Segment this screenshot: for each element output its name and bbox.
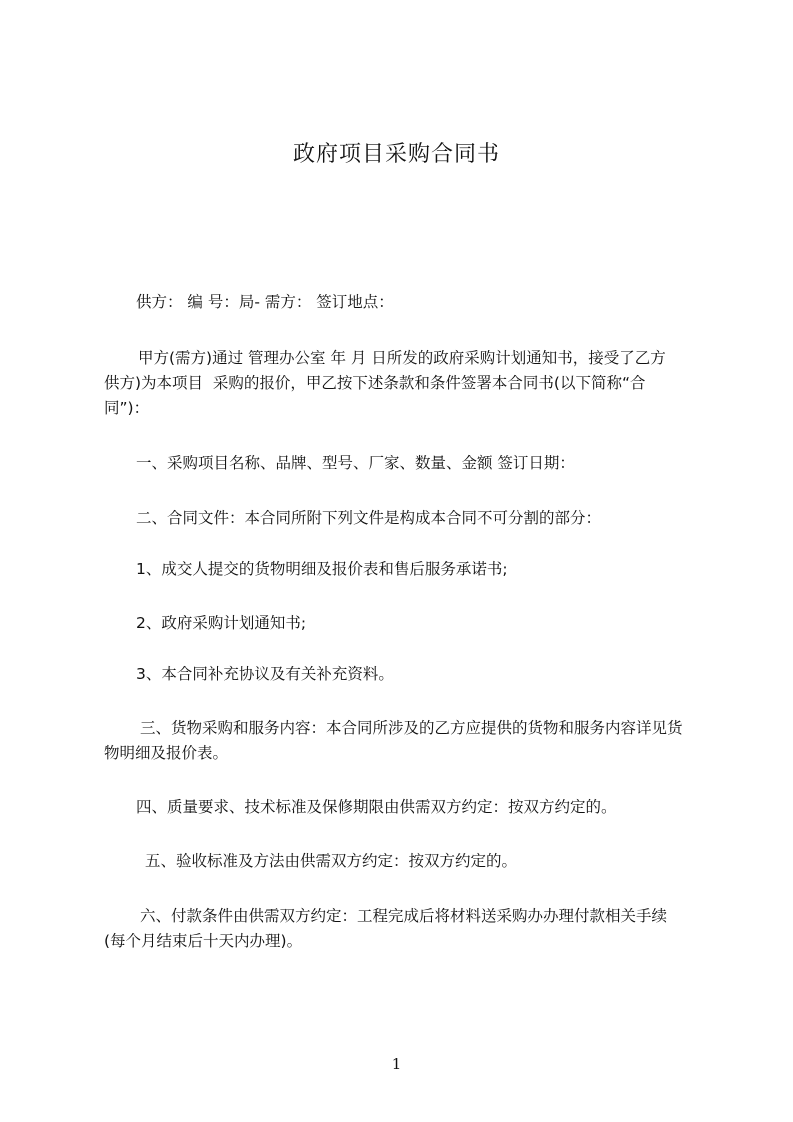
clause-2-item-2: 2、政府采购计划通知书; bbox=[136, 614, 307, 632]
intro-paragraph bbox=[104, 346, 698, 421]
intro-line-3: 同”)： bbox=[104, 399, 150, 417]
clause-2-item-1: 1、成交人提交的货物明细及报价表和售后服务承诺书; bbox=[136, 560, 508, 578]
parties-line: 供方： 编 号：局- 需方： 签订地点： bbox=[136, 293, 394, 311]
document-title: 政府项目采购合同书 bbox=[292, 142, 500, 167]
clause-3-line-1: 三、货物采购和服务内容：本合同所涉及的乙方应提供的货物和服务内容详见货 bbox=[140, 719, 683, 737]
clause-3-line-2: 物明细及报价表。 bbox=[104, 744, 229, 762]
clause-5: 五、验收标准及方法由供需双方约定：按双方约定的。 bbox=[145, 852, 518, 870]
clause-1: 一、采购项目名称、品牌、型号、厂家、数量、金额 签订日期： bbox=[136, 454, 575, 472]
intro-line-2: 供方)为本项目 采购的报价，甲乙按下述条款和条件签署本合同书(以下简称“合 bbox=[104, 374, 646, 392]
clause-4: 四、质量要求、技术标准及保修期限由供需双方约定：按双方约定的。 bbox=[136, 798, 617, 816]
intro-line-1: 甲方(需方)通过 管理办公室 年 月 日所发的政府采购计划通知书，接受了乙方 bbox=[138, 349, 666, 367]
clause-2: 二、合同文件：本合同所附下列文件是构成本合同不可分割的部分： bbox=[136, 509, 602, 527]
clause-3 bbox=[104, 716, 698, 766]
clause-2-item-3: 3、本合同补充协议及有关补充资料。 bbox=[136, 665, 394, 683]
page-number: 1 bbox=[391, 1055, 402, 1073]
clause-6-line-1: 六、付款条件由供需双方约定：工程完成后将材料送采购办办理付款相关手续 bbox=[140, 907, 668, 925]
clause-6 bbox=[104, 904, 698, 954]
clause-6-line-2: (每个月结束后十天内办理)。 bbox=[104, 932, 303, 950]
